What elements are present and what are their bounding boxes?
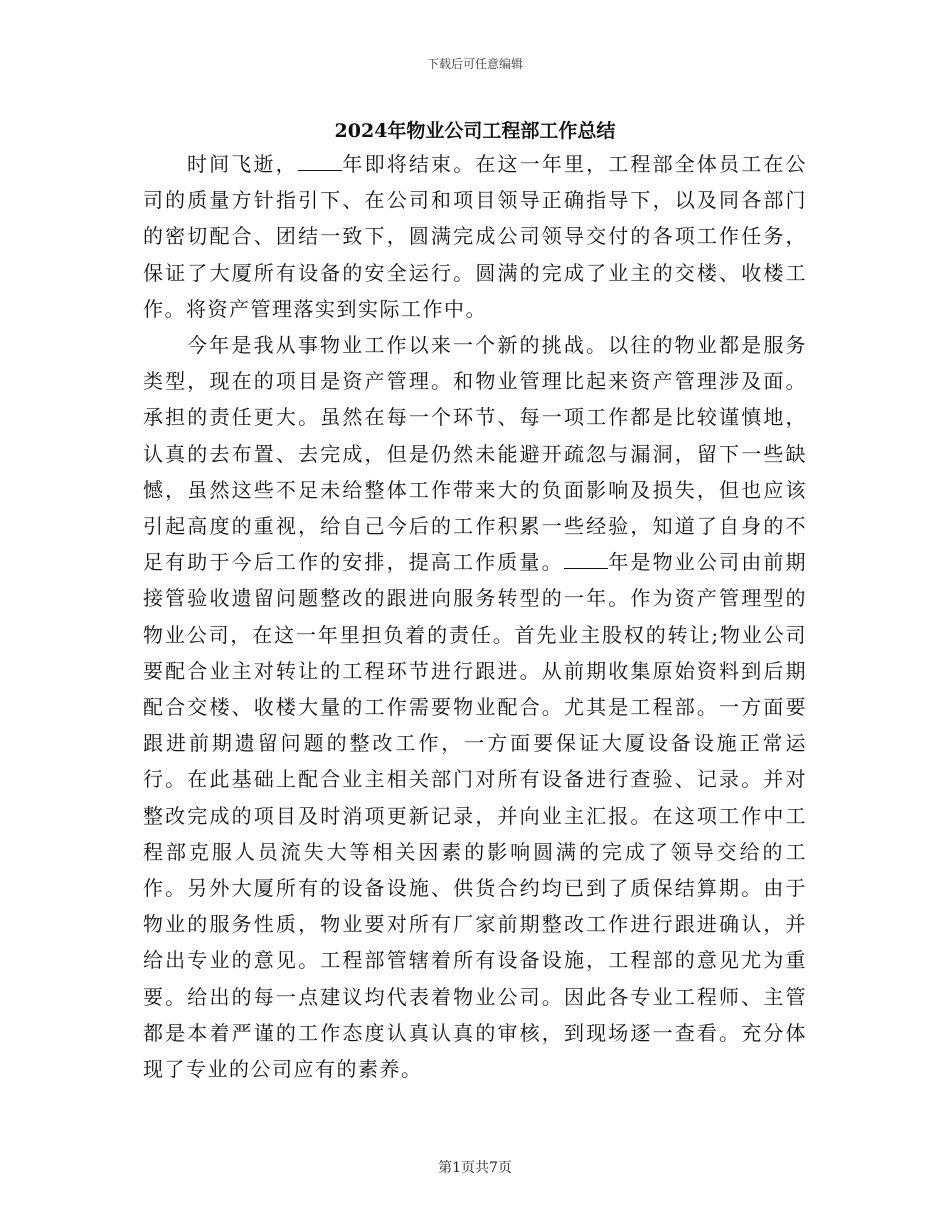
paragraph-1-lead: 时间飞逝，: [187, 152, 298, 176]
header-note: 下载后可任意编辑: [426, 57, 523, 71]
document-body: [143, 146, 807, 1087]
paragraph-2-text: 年是物业公司由前期接管验收遗留问题整改的跟进向服务转型的一年。作为资产管理型的物业公司，在这一年里担负着的责任。首先业主股权的转让;物业公司要配合业主对转让的工程环节进行跟进。从前期收集原始资料到后期配合交楼、收楼大量的工作需要物业配合。尤其是工程部。一方面要跟进前期遗留问题的整改工作，一方面要保证大厦设备设施正常运行。在此基础上配合业主相关部门对所有设备进行查验、记录。并对整改完成的项目及时消项更新记录，并向业主汇报。在这项工作中工程部克服人员流失大等相关因素的影响圆满的完成了领导交给的工作。另外大厦所有的设备设施、供货合约均已到了质保结算期。由于物业的服务性质，物业要对所有厂家前期整改工作进行跟进确认，并给出专业的意见。工程部管辖着所有设备设施，工程部的意见尤为重要。给出的每一点建议均代表着物业公司。因此各专业工程师、主管都是本着严谨的工作态度认真认真的审核，到现场逐一查看。充分体现了专业的公司应有的素养。: [143, 550, 808, 1082]
year-blank-line: [564, 550, 608, 569]
paragraph-2-lead: 今年是我从事物业工作以来一个新的挑战。以往的物业都是服务类型，现在的项目是资产管理。和物业管理比起来资产管理涉及面。承担的责任更大。虽然在每一个环节、每一项工作都是比较谨慎地，认真的去布置、去完成，但是仍然未能避开疏忽与漏洞，留下一些缺憾，虽然这些不足未给整体工作带来大的负面影响及损失，但也应该引起高度的重视，给自己今后的工作积累一些经验，知道了自身的不足有助于今后工作的安排，提高工作质量。: [143, 333, 807, 575]
document-title: 2024年物业公司工程部工作总结: [334, 120, 616, 142]
paragraph-1: [143, 146, 807, 327]
paragraph-1-text: 年即将结束。在这一年里，工程部全体员工在公司的质量方针指引下、在公司和项目领导正确指导下，以及同各部门的密切配合、团结一致下，圆满完成公司领导交付的各项工作任务，保证了大厦所有设备的安全运行。圆满的完成了业主的交楼、收楼工作。将资产管理落实到实际工作中。: [143, 152, 808, 321]
year-blank-line: [298, 152, 342, 171]
page-number: 第1页共7页: [438, 1160, 512, 1176]
paragraph-2: [143, 327, 807, 1087]
